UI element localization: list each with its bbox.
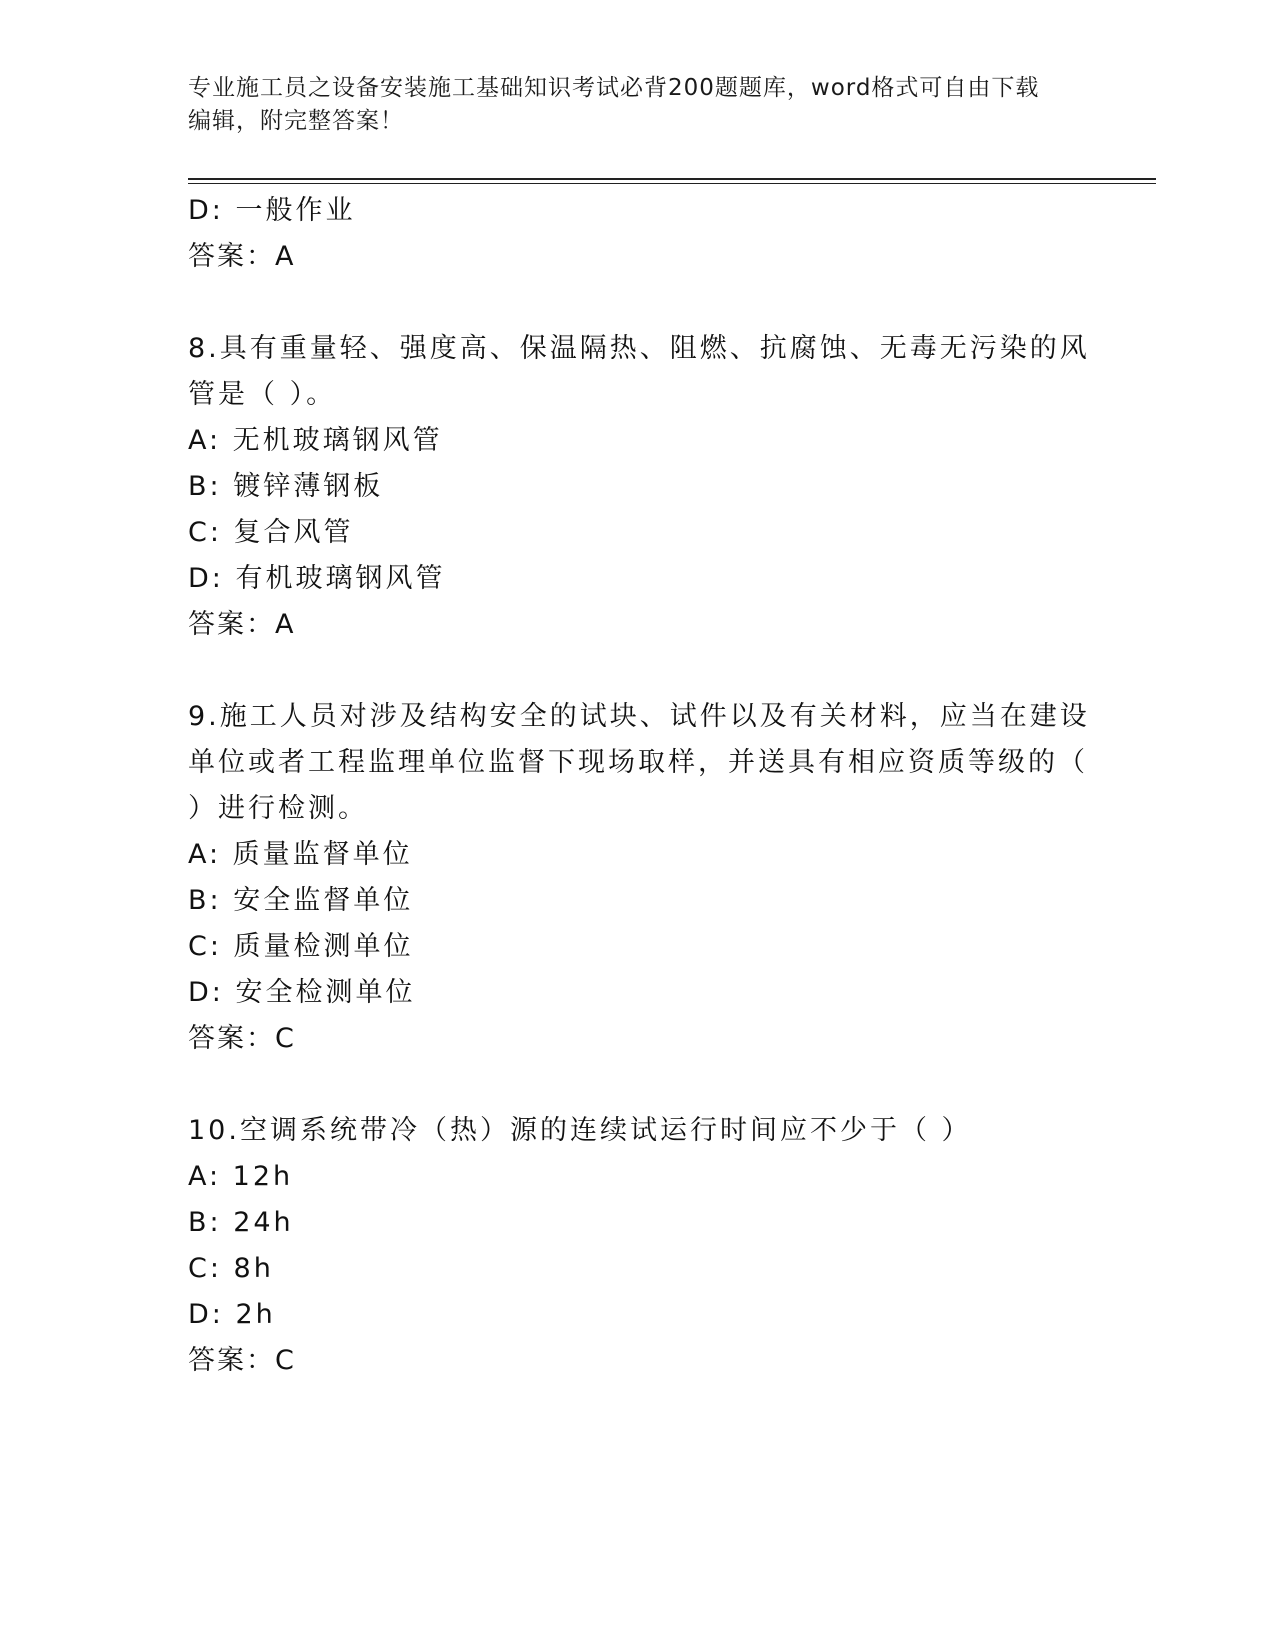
header-divider-thin bbox=[188, 183, 1156, 184]
question-text-line: 10.空调系统带冷（热）源的连续试运行时间应不少于（ ） bbox=[188, 1115, 972, 1146]
question-text-line: ）进行检测。 bbox=[188, 793, 368, 824]
option-a: A: 无机玻璃钢风管 bbox=[188, 425, 443, 456]
answer: 答案：C bbox=[188, 1345, 296, 1376]
question-8 bbox=[188, 326, 1090, 648]
option-a: A: 12h bbox=[188, 1161, 294, 1192]
option-b: B: 镀锌薄钢板 bbox=[188, 471, 384, 502]
question-10 bbox=[188, 1108, 1068, 1384]
option-c: C: 复合风管 bbox=[188, 517, 354, 548]
header-line-1: 专业施工员之设备安装施工基础知识考试必背200题题库，word格式可自由下载 bbox=[188, 75, 1040, 101]
option-d: D: 有机玻璃钢风管 bbox=[188, 563, 446, 594]
document-header bbox=[188, 72, 1068, 138]
header-line-2: 编辑，附完整答案！ bbox=[188, 108, 404, 134]
option-d-prev: D: 一般作业 bbox=[188, 195, 356, 226]
option-b: B: 安全监督单位 bbox=[188, 885, 414, 916]
option-d: D: 2h bbox=[188, 1299, 276, 1330]
question-text-line: 单位或者工程监理单位监督下现场取样，并送具有相应资质等级的（ bbox=[188, 747, 1088, 778]
option-a: A: 质量监督单位 bbox=[188, 839, 413, 870]
header-divider-thick bbox=[188, 178, 1156, 180]
answer-prev: 答案：A bbox=[188, 241, 296, 272]
question-text-line: 8.具有重量轻、强度高、保温隔热、阻燃、抗腐蚀、无毒无污染的风 bbox=[188, 333, 1090, 364]
answer: 答案：A bbox=[188, 609, 296, 640]
question-list bbox=[188, 188, 1090, 1384]
option-c: C: 8h bbox=[188, 1253, 274, 1284]
question-text-line: 9.施工人员对涉及结构安全的试块、试件以及有关材料，应当在建设 bbox=[188, 701, 1090, 732]
option-d: D: 安全检测单位 bbox=[188, 977, 416, 1008]
answer: 答案：C bbox=[188, 1023, 296, 1054]
option-c: C: 质量检测单位 bbox=[188, 931, 414, 962]
question-text-line: 管是（ ）。 bbox=[188, 379, 337, 410]
option-b: B: 24h bbox=[188, 1207, 294, 1238]
question-9 bbox=[188, 694, 1090, 1062]
